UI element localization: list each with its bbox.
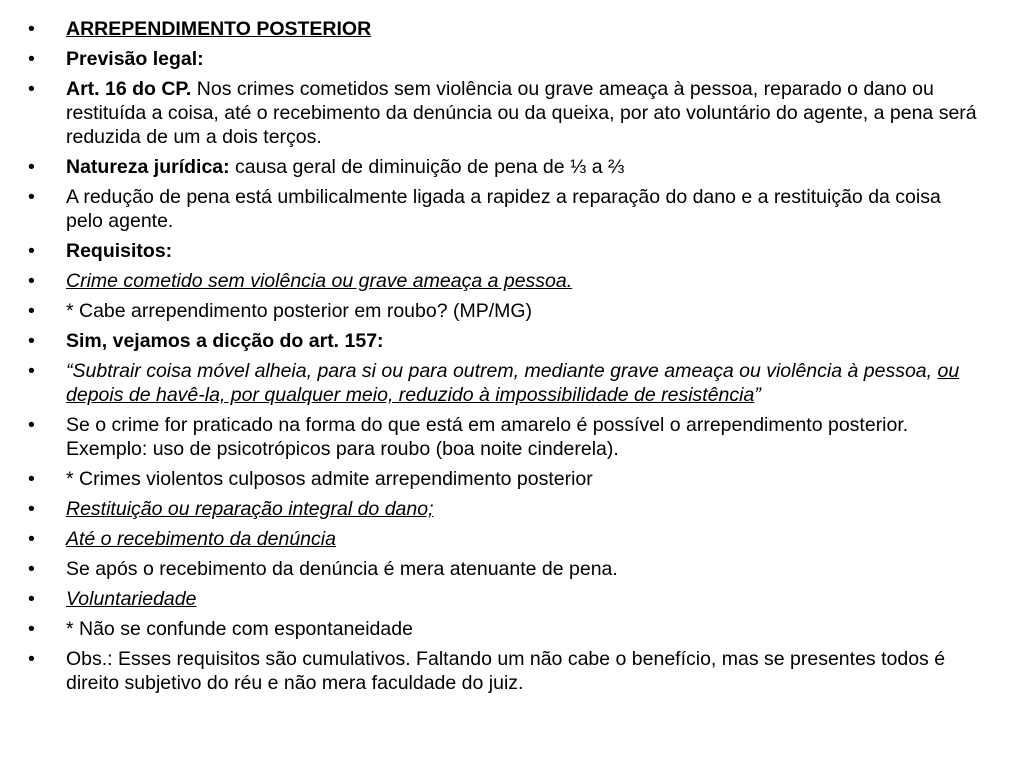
quote-highlight: ou depois de havê-la, por qualquer meio, reduzido à impossibilidade de resistência [66,360,960,406]
bullet-icon: • [28,414,35,436]
list-item [28,155,978,179]
list-item [28,527,978,551]
list-item [28,557,978,581]
list-item [28,587,978,611]
bullet-icon: • [28,18,35,40]
list-item [28,239,978,263]
list-item [28,77,978,149]
bullet-icon: • [28,330,35,352]
item-text: Obs.: Esses requisitos são cumulativos. Faltando um não cabe o benefício, mas se presentes todos é direito subjetivo do réu e não mera faculdade do juiz. [66,648,946,694]
bullet-icon: • [28,360,35,382]
requirement-text: Restituição ou reparação integral do dano; [66,498,434,520]
bullet-icon: • [28,648,35,670]
bullet-list [28,17,978,701]
bullet-icon: • [28,558,35,580]
bullet-icon: • [28,48,35,70]
item-text: * Não se confunde com espontaneidade [66,618,413,640]
requirement-text: Voluntariedade [66,588,197,610]
slide-title: ARREPENDIMENTO POSTERIOR [66,18,372,40]
list-item [28,647,978,695]
list-item [28,269,978,293]
item-text: * Crimes violentos culposos admite arrependimento posterior [66,468,593,490]
bullet-icon: • [28,156,35,178]
item-text: causa geral de diminuição de pena de ⅓ a ⅔ [229,156,625,178]
quote-text: “Subtrair coisa móvel alheia, para si ou para outrem, mediante grave ameaça ou violência à pessoa, [66,360,938,382]
item-text: Se após o recebimento da denúncia é mera atenuante de pena. [66,558,618,580]
requirement-text: Até o recebimento da denúncia [66,528,336,550]
list-item [28,185,978,233]
requirement-text: Crime cometido sem violência ou grave ameaça a pessoa. [66,270,573,292]
list-item [28,299,978,323]
item-text: Se o crime for praticado na forma do que está em amarelo é possível o arrependimento posterior. Exemplo: uso de psicotrópicos para roubo (boa noite cinderela). [66,414,909,460]
bullet-icon: • [28,468,35,490]
list-item [28,467,978,491]
item-text: Nos crimes cometidos sem violência ou grave ameaça à pessoa, reparado o dano ou restituída a coisa, até o recebimento da denúncia ou da queixa, por ato voluntário do agente, a pena será reduzida de um a dois terços. [66,78,977,148]
list-item [28,497,978,521]
item-label: Sim, vejamos a dicção do art. 157: [66,330,384,352]
list-item [28,17,978,41]
bullet-icon: • [28,300,35,322]
bullet-icon: • [28,240,35,262]
quote-end: ” [754,384,761,406]
section-heading: Previsão legal: [66,48,204,70]
bullet-icon: • [28,78,35,100]
bullet-icon: • [28,618,35,640]
list-item [28,617,978,641]
list-item [28,359,978,407]
bullet-icon: • [28,528,35,550]
list-item [28,329,978,353]
item-label: Requisitos: [66,240,173,262]
bullet-icon: • [28,498,35,520]
bullet-icon: • [28,588,35,610]
list-item [28,47,978,71]
bullet-icon: • [28,270,35,292]
item-text: A redução de pena está umbilicalmente ligada a rapidez a reparação do dano e a restituição da coisa pelo agente. [66,186,941,232]
bullet-icon: • [28,186,35,208]
item-text: * Cabe arrependimento posterior em roubo? (MP/MG) [66,300,533,322]
list-item [28,413,978,461]
item-label: Art. 16 do CP. [66,78,192,100]
item-label: Natureza jurídica: [66,156,230,178]
